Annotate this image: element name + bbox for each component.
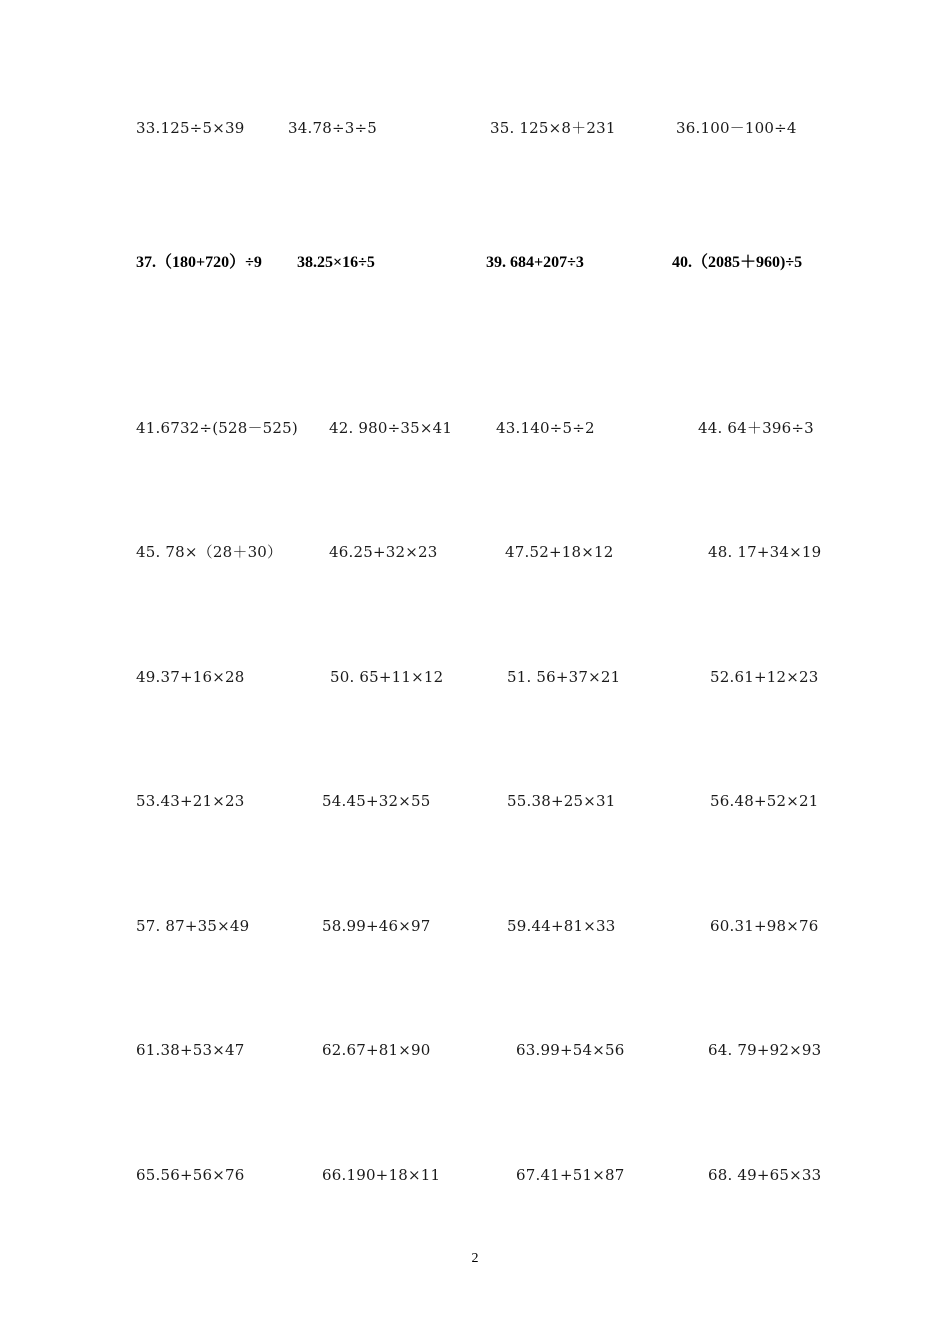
problem-46: 46.25+32×23 — [329, 543, 438, 561]
problem-44: 44. 64＋396÷3 — [698, 419, 814, 437]
problem-62: 62.67+81×90 — [322, 1041, 431, 1059]
problem-59: 59.44+81×33 — [507, 917, 616, 935]
problem-54: 54.45+32×55 — [322, 792, 431, 810]
problem-65: 65.56+56×76 — [136, 1166, 245, 1184]
problem-61: 61.38+53×47 — [136, 1041, 245, 1059]
problem-67: 67.41+51×87 — [516, 1166, 625, 1184]
problem-60: 60.31+98×76 — [710, 917, 819, 935]
problem-39: 39. 684+207÷3 — [486, 254, 584, 271]
problem-66: 66.190+18×11 — [322, 1166, 441, 1184]
problem-55: 55.38+25×31 — [507, 792, 616, 810]
problem-53: 53.43+21×23 — [136, 792, 245, 810]
problem-52: 52.61+12×23 — [710, 668, 819, 686]
problem-33: 33.125÷5×39 — [136, 119, 245, 137]
problem-40: 40.（2085＋960)÷5 — [672, 254, 803, 271]
problem-49: 49.37+16×28 — [136, 668, 245, 686]
problem-42: 42. 980÷35×41 — [329, 419, 453, 437]
problem-34: 34.78÷3÷5 — [288, 119, 377, 137]
problem-47: 47.52+18×12 — [505, 543, 614, 561]
problem-51: 51. 56+37×21 — [507, 668, 621, 686]
problem-36: 36.100－100÷4 — [676, 119, 797, 137]
problem-48: 48. 17+34×19 — [708, 543, 822, 561]
problem-58: 58.99+46×97 — [322, 917, 431, 935]
problem-35: 35. 125×8＋231 — [490, 119, 616, 137]
problem-38: 38.25×16÷5 — [297, 254, 375, 271]
problem-43: 43.140÷5÷2 — [496, 419, 595, 437]
problem-57: 57. 87+35×49 — [136, 917, 250, 935]
problem-41: 41.6732÷(528－525) — [136, 419, 298, 437]
problem-50: 50. 65+11×12 — [330, 668, 444, 686]
page-number: 2 — [471, 1251, 479, 1266]
problem-63: 63.99+54×56 — [516, 1041, 625, 1059]
problem-45: 45. 78×（28＋30） — [136, 543, 283, 561]
problem-64: 64. 79+92×93 — [708, 1041, 822, 1059]
problem-68: 68. 49+65×33 — [708, 1166, 822, 1184]
problem-37: 37.（180+720）÷9 — [136, 254, 262, 271]
problem-56: 56.48+52×21 — [710, 792, 819, 810]
